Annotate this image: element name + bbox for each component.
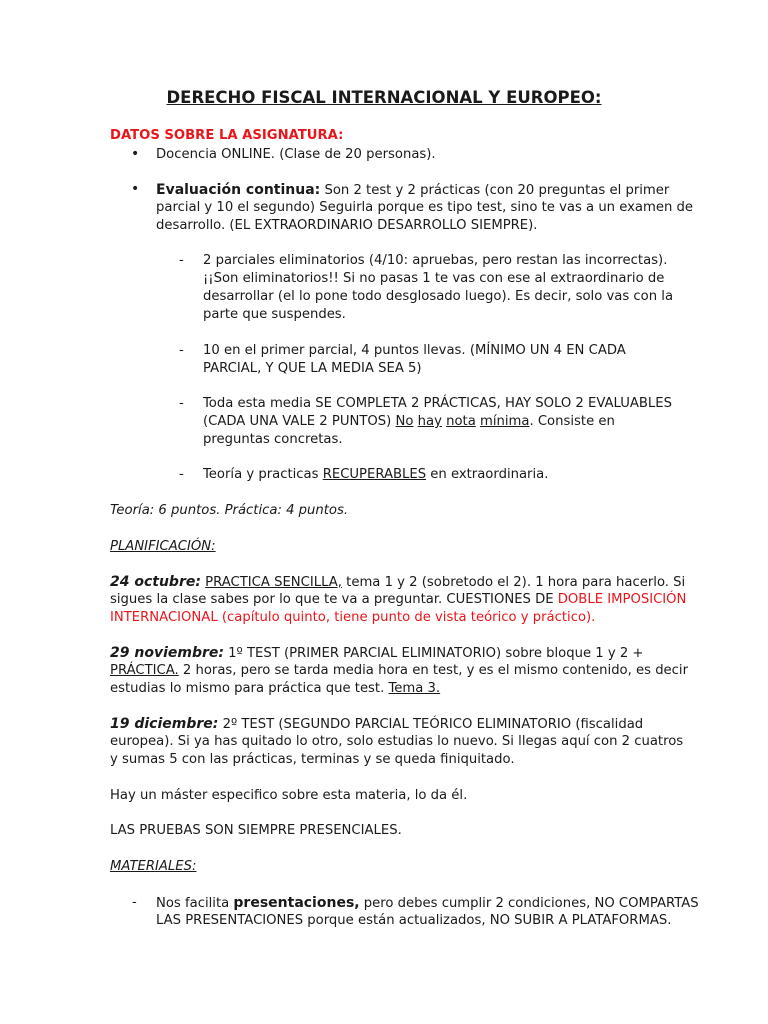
bullet-evaluacion-line2: parcial y 10 el segundo) Seguirla porque es tipo test, sino te vas a un examen de bbox=[156, 200, 693, 215]
sub1-line2: ¡¡Son eliminatorios!! Si no pasas 1 te vas con ese al extraordinario de bbox=[203, 271, 665, 286]
section-heading-materiales: MATERIALES: bbox=[110, 859, 197, 874]
bullet-marker: • bbox=[131, 181, 140, 197]
dic-line3: y sumas 5 con las prácticas, terminas y se queda finiquitado. bbox=[110, 752, 515, 767]
master-note: Hay un máster especifico sobre esta materia, lo da él. bbox=[110, 788, 468, 803]
sub1-line4: parte que suspendes. bbox=[203, 307, 346, 322]
nov-line1: 29 noviembre: 1º TEST (PRIMER PARCIAL ELIMINATORIO) sobre bloque 1 y 2 + bbox=[110, 645, 644, 661]
oct-line1: 24 octubre: PRACTICA SENCILLA, tema 1 y 2 (sobretodo el 2). 1 hora para hacerlo. Si bbox=[110, 574, 686, 590]
section-heading-planificacion: PLANIFICACIÓN: bbox=[110, 539, 216, 554]
date-19-diciembre: 19 diciembre: bbox=[110, 716, 219, 732]
date-29-noviembre: 29 noviembre: bbox=[110, 645, 224, 661]
bullet-evaluacion-line3: desarrollo. (EL EXTRAORDINARIO DESARROLLO SIEMPRE). bbox=[156, 218, 538, 233]
pruebas-note: LAS PRUEBAS SON SIEMPRE PRESENCIALES. bbox=[110, 823, 402, 838]
dash-marker: - bbox=[179, 343, 184, 358]
sub2-line1: 10 en el primer parcial, 4 puntos llevas. (MÍNIMO UN 4 EN CADA bbox=[203, 343, 626, 358]
nov-line3: estudias lo mismo para práctica que test. Tema 3. bbox=[110, 681, 441, 696]
teoria-practica-note: Teoría: 6 puntos. Práctica: 4 puntos. bbox=[110, 503, 349, 518]
sub1-line1: 2 parciales eliminatorios (4/10: apruebas, pero restan las incorrectas). bbox=[203, 253, 668, 268]
sub1-line3: desarrollar (el lo pone todo desglosado luego). Es decir, solo vas con la bbox=[203, 289, 674, 304]
document-title: DERECHO FISCAL INTERNACIONAL Y EUROPEO: bbox=[166, 88, 602, 107]
dic-line2: europea). Si ya has quitado lo otro, solo estudias lo nuevo. Si llegas aquí con 2 cuatros bbox=[110, 734, 684, 749]
dash-marker: - bbox=[132, 895, 137, 910]
evaluacion-label: Evaluación continua: bbox=[156, 182, 321, 198]
dash-marker: - bbox=[179, 253, 184, 268]
mat1-line1: Nos facilita presentaciones, pero debes cumplir 2 condiciones, NO COMPARTAS bbox=[156, 895, 699, 911]
sub3-line1: Toda esta media SE COMPLETA 2 PRÁCTICAS, HAY SOLO 2 EVALUABLES bbox=[203, 396, 672, 411]
bullet-marker: • bbox=[131, 146, 140, 162]
section-heading-datos: DATOS SOBRE LA ASIGNATURA: bbox=[110, 128, 344, 143]
mat1-line2: LAS PRESENTACIONES porque están actualizados, NO SUBIR A PLATAFORMAS. bbox=[156, 913, 672, 928]
sub3-line3: preguntas concretas. bbox=[203, 432, 343, 447]
nov-line2: PRÁCTICA. 2 horas, pero se tarda media hora en test, y es el mismo contenido, es decir bbox=[110, 663, 689, 678]
dash-marker: - bbox=[179, 467, 184, 482]
date-24-octubre: 24 octubre: bbox=[110, 574, 201, 590]
sub3-line2: (CADA UNA VALE 2 PUNTOS) No hay nota mínima. Consiste en bbox=[203, 414, 615, 429]
sub4-line1: Teoría y practicas RECUPERABLES en extraordinaria. bbox=[203, 467, 549, 482]
oct-line2: sigues la clase sabes por lo que te va a preguntar. CUESTIONES DE DOBLE IMPOSICIÓN bbox=[110, 592, 687, 607]
bullet-evaluacion-line1: Evaluación continua: Son 2 test y 2 prácticas (con 20 preguntas el primer bbox=[156, 182, 670, 198]
dash-marker: - bbox=[179, 396, 184, 411]
sub2-line2: PARCIAL, Y QUE LA MEDIA SEA 5) bbox=[203, 361, 422, 376]
dic-line1: 19 diciembre: 2º TEST (SEGUNDO PARCIAL TEÓRICO ELIMINATORIO (fiscalidad bbox=[110, 716, 644, 732]
oct-line3: INTERNACIONAL (capítulo quinto, tiene punto de vista teórico y práctico). bbox=[110, 610, 596, 625]
bullet-docencia: Docencia ONLINE. (Clase de 20 personas). bbox=[156, 147, 436, 162]
